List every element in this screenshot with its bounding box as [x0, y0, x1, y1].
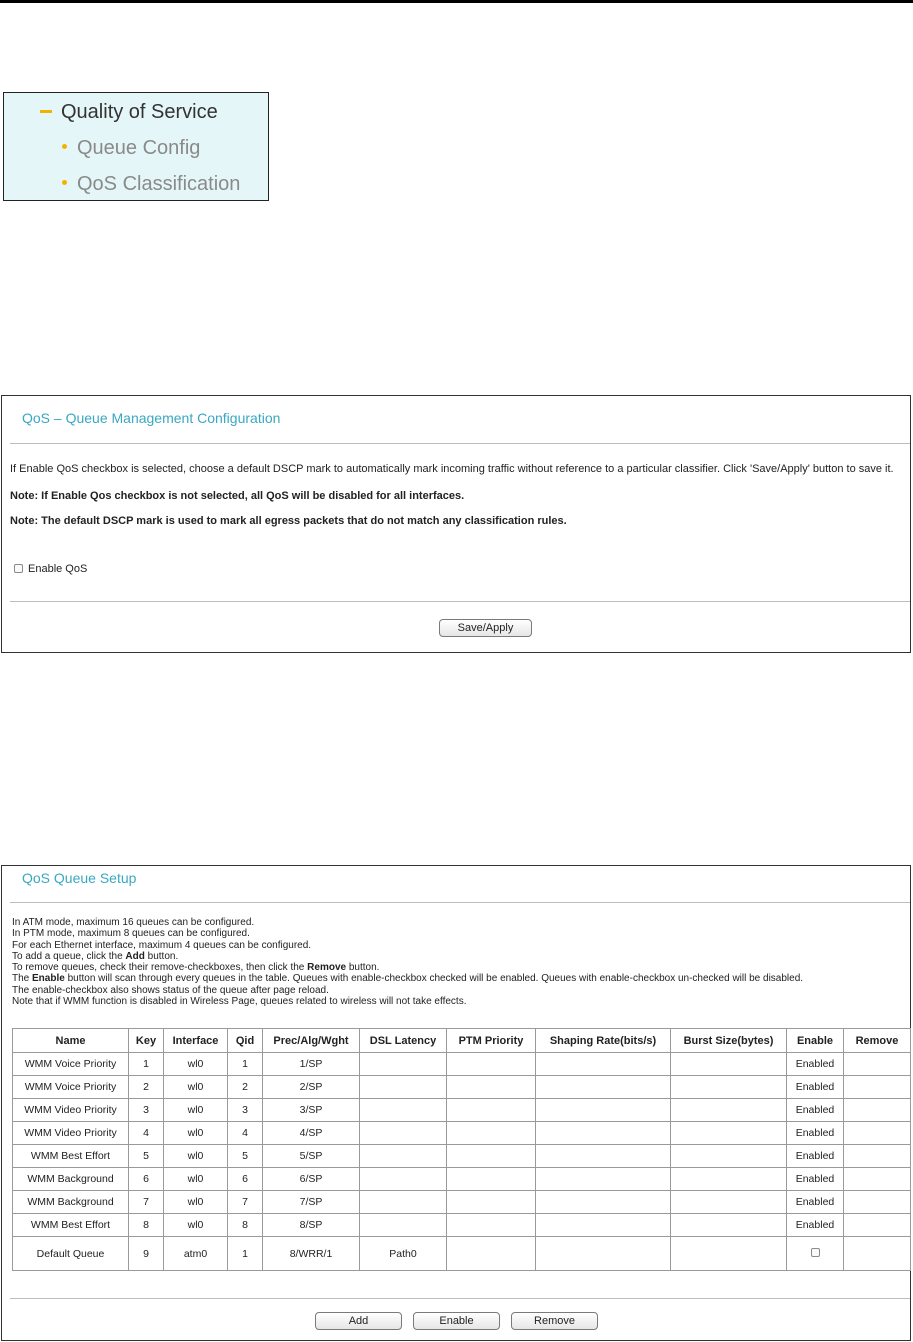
cell-remove	[844, 1122, 911, 1145]
cell-name: WMM Video Priority	[13, 1122, 129, 1145]
cell-key: 3	[129, 1099, 164, 1122]
instruction-line: The enable-checkbox also shows status of the queue after page reload.	[12, 984, 329, 996]
cell-qid: 1	[228, 1053, 263, 1076]
column-header: Shaping Rate(bits/s)	[536, 1029, 671, 1053]
cell-ptm	[447, 1168, 536, 1191]
text-bold: Enable	[32, 973, 65, 985]
cell-interface: wl0	[164, 1099, 228, 1122]
cell-burst	[671, 1122, 787, 1145]
add-button[interactable]: Add	[315, 1312, 402, 1330]
note-text: Note: If Enable Qos checkbox is not selected, all QoS will be disabled for all interfaces.	[10, 490, 465, 502]
cell-enable	[787, 1237, 844, 1271]
table-row	[13, 1122, 911, 1145]
cell-ptm	[447, 1145, 536, 1168]
table-row	[13, 1214, 911, 1237]
enable-qos-control	[14, 563, 87, 575]
cell-interface: wl0	[164, 1076, 228, 1099]
cell-qid: 7	[228, 1191, 263, 1214]
cell-burst	[671, 1214, 787, 1237]
table-row	[13, 1076, 911, 1099]
menu-item-qos-classification[interactable]	[4, 173, 240, 196]
column-header: Remove	[844, 1029, 911, 1053]
cell-burst	[671, 1053, 787, 1076]
cell-remove	[844, 1237, 911, 1271]
cell-key: 4	[129, 1122, 164, 1145]
cell-latency	[360, 1076, 447, 1099]
panel-title: QoS Queue Setup	[22, 870, 137, 886]
instruction-line: In PTM mode, maximum 8 queues can be configured.	[12, 928, 250, 940]
cell-prec: 7/SP	[263, 1191, 360, 1214]
cell-enable: Enabled	[787, 1122, 844, 1145]
menu-item-label: QoS Classification	[77, 173, 241, 195]
menu-item-quality-of-service[interactable]	[4, 101, 218, 124]
cell-latency	[360, 1099, 447, 1122]
cell-latency: Path0	[360, 1237, 447, 1271]
cell-name: WMM Best Effort	[13, 1145, 129, 1168]
description-text: If Enable QoS checkbox is selected, choose a default DSCP mark to automatically mark incoming traffic without reference to a particular classifier. Click 'Save/Apply' button to save it.	[10, 463, 894, 475]
table-row	[13, 1145, 911, 1168]
cell-prec: 4/SP	[263, 1122, 360, 1145]
cell-qid: 2	[228, 1076, 263, 1099]
queue-management-panel	[1, 395, 911, 653]
cell-prec: 8/WRR/1	[263, 1237, 360, 1271]
cell-rate	[536, 1191, 671, 1214]
cell-ptm	[447, 1053, 536, 1076]
divider	[10, 1298, 910, 1299]
column-header: Key	[129, 1029, 164, 1053]
cell-name: WMM Video Priority	[13, 1099, 129, 1122]
text-span: button.	[346, 962, 380, 974]
cell-name: WMM Background	[13, 1191, 129, 1214]
text-bold: Add	[125, 950, 145, 962]
cell-remove	[844, 1191, 911, 1214]
cell-remove	[844, 1053, 911, 1076]
cell-interface: wl0	[164, 1145, 228, 1168]
cell-remove	[844, 1145, 911, 1168]
cell-qid: 6	[228, 1168, 263, 1191]
column-header: Prec/Alg/Wght	[263, 1029, 360, 1053]
cell-name: WMM Voice Priority	[13, 1053, 129, 1076]
cell-burst	[671, 1099, 787, 1122]
instruction-line	[12, 962, 803, 973]
cell-name: WMM Best Effort	[13, 1214, 129, 1237]
remove-button[interactable]: Remove	[511, 1312, 598, 1330]
cell-burst	[671, 1145, 787, 1168]
cell-rate	[536, 1237, 671, 1271]
cell-enable: Enabled	[787, 1076, 844, 1099]
cell-prec: 5/SP	[263, 1145, 360, 1168]
column-header: Enable	[787, 1029, 844, 1053]
cell-qid: 3	[228, 1099, 263, 1122]
cell-interface: wl0	[164, 1053, 228, 1076]
cell-key: 2	[129, 1076, 164, 1099]
column-header: Qid	[228, 1029, 263, 1053]
cell-enable: Enabled	[787, 1145, 844, 1168]
cell-remove	[844, 1168, 911, 1191]
menu-item-label: Queue Config	[77, 137, 201, 159]
cell-latency	[360, 1214, 447, 1237]
instruction-line: For each Ethernet interface, maximum 4 queues can be configured.	[12, 939, 312, 951]
cell-qid: 5	[228, 1145, 263, 1168]
cell-ptm	[447, 1099, 536, 1122]
text-span: button will scan through every queues in the table. Queues with enable-checkbox checked will be enabled. Queues with enable-checkbox un-checked will be disabled.	[64, 973, 804, 985]
column-header: PTM Priority	[447, 1029, 536, 1053]
cell-key: 5	[129, 1145, 164, 1168]
queue-table	[12, 1028, 911, 1271]
menu-main-label: Quality of Service	[61, 101, 218, 123]
cell-key: 7	[129, 1191, 164, 1214]
column-header: Name	[13, 1029, 129, 1053]
cell-latency	[360, 1168, 447, 1191]
cell-enable: Enabled	[787, 1168, 844, 1191]
cell-prec: 1/SP	[263, 1053, 360, 1076]
text-span: To add a queue, click the	[12, 950, 126, 962]
cell-ptm	[447, 1076, 536, 1099]
cell-remove	[844, 1076, 911, 1099]
cell-qid: 4	[228, 1122, 263, 1145]
table-row-default-queue	[13, 1237, 911, 1271]
divider	[10, 601, 910, 602]
menu-item-queue-config[interactable]	[4, 137, 200, 160]
instruction-line	[12, 951, 803, 962]
enable-button[interactable]: Enable	[413, 1312, 500, 1330]
cell-key: 1	[129, 1053, 164, 1076]
cell-qid: 8	[228, 1214, 263, 1237]
cell-enable: Enabled	[787, 1099, 844, 1122]
cell-enable: Enabled	[787, 1214, 844, 1237]
bullet-icon	[62, 180, 67, 185]
cell-latency	[360, 1145, 447, 1168]
cell-rate	[536, 1099, 671, 1122]
cell-prec: 8/SP	[263, 1214, 360, 1237]
queue-table-body	[13, 1053, 911, 1237]
bullet-icon	[62, 144, 67, 149]
cell-prec: 2/SP	[263, 1076, 360, 1099]
page-top-rule	[0, 0, 913, 3]
divider	[10, 443, 910, 444]
enable-qos-checkbox[interactable]	[14, 564, 23, 573]
text-span: The	[12, 973, 33, 985]
cell-interface: wl0	[164, 1214, 228, 1237]
cell-burst	[671, 1237, 787, 1271]
text-span: button.	[144, 950, 179, 962]
divider	[10, 902, 910, 903]
column-header: Burst Size(bytes)	[671, 1029, 787, 1053]
instruction-line: In ATM mode, maximum 16 queues can be configured.	[12, 917, 255, 928]
enable-qos-label: Enable QoS	[28, 563, 88, 575]
cell-ptm	[447, 1237, 536, 1271]
text-bold: Remove	[307, 962, 347, 974]
cell-enable: Enabled	[787, 1053, 844, 1076]
cell-name: WMM Background	[13, 1168, 129, 1191]
cell-enable: Enabled	[787, 1191, 844, 1214]
cell-rate	[536, 1076, 671, 1099]
table-row	[13, 1053, 911, 1076]
table-row	[13, 1168, 911, 1191]
table-row	[13, 1099, 911, 1122]
cell-latency	[360, 1191, 447, 1214]
table-header-row	[13, 1029, 911, 1053]
instructions-text	[12, 917, 803, 1007]
cell-rate	[536, 1168, 671, 1191]
cell-prec: 6/SP	[263, 1168, 360, 1191]
text-span: To remove queues, check their remove-checkboxes, then click the	[12, 962, 308, 974]
collapse-dash-icon	[40, 110, 52, 113]
cell-ptm	[447, 1122, 536, 1145]
cell-rate	[536, 1053, 671, 1076]
cell-key: 6	[129, 1168, 164, 1191]
cell-ptm	[447, 1214, 536, 1237]
cell-rate	[536, 1214, 671, 1237]
cell-burst	[671, 1168, 787, 1191]
cell-latency	[360, 1053, 447, 1076]
cell-interface: wl0	[164, 1191, 228, 1214]
cell-qid: 1	[228, 1237, 263, 1271]
cell-rate	[536, 1122, 671, 1145]
note-text: Note: The default DSCP mark is used to mark all egress packets that do not match any classification rules.	[10, 515, 567, 527]
cell-remove	[844, 1099, 911, 1122]
cell-remove	[844, 1214, 911, 1237]
save-apply-button[interactable]: Save/Apply	[439, 619, 532, 637]
panel-title: QoS – Queue Management Configuration	[22, 410, 281, 426]
cell-name: Default Queue	[13, 1237, 129, 1271]
column-header: Interface	[164, 1029, 228, 1053]
column-header: DSL Latency	[360, 1029, 447, 1053]
default-queue-body	[13, 1237, 911, 1271]
cell-burst	[671, 1191, 787, 1214]
cell-interface: atm0	[164, 1237, 228, 1271]
cell-interface: wl0	[164, 1168, 228, 1191]
cell-key: 8	[129, 1214, 164, 1237]
cell-latency	[360, 1122, 447, 1145]
queue-setup-panel	[1, 865, 911, 1341]
cell-prec: 3/SP	[263, 1099, 360, 1122]
cell-burst	[671, 1076, 787, 1099]
cell-name: WMM Voice Priority	[13, 1076, 129, 1099]
instruction-line: Note that if WMM function is disabled in Wireless Page, queues related to wireless will not take effects.	[12, 996, 467, 1008]
cell-key: 9	[129, 1237, 164, 1271]
enable-checkbox[interactable]	[811, 1248, 820, 1257]
table-row	[13, 1191, 911, 1214]
instruction-line	[12, 973, 803, 984]
qos-menu	[3, 92, 269, 201]
cell-ptm	[447, 1191, 536, 1214]
cell-rate	[536, 1145, 671, 1168]
cell-interface: wl0	[164, 1122, 228, 1145]
